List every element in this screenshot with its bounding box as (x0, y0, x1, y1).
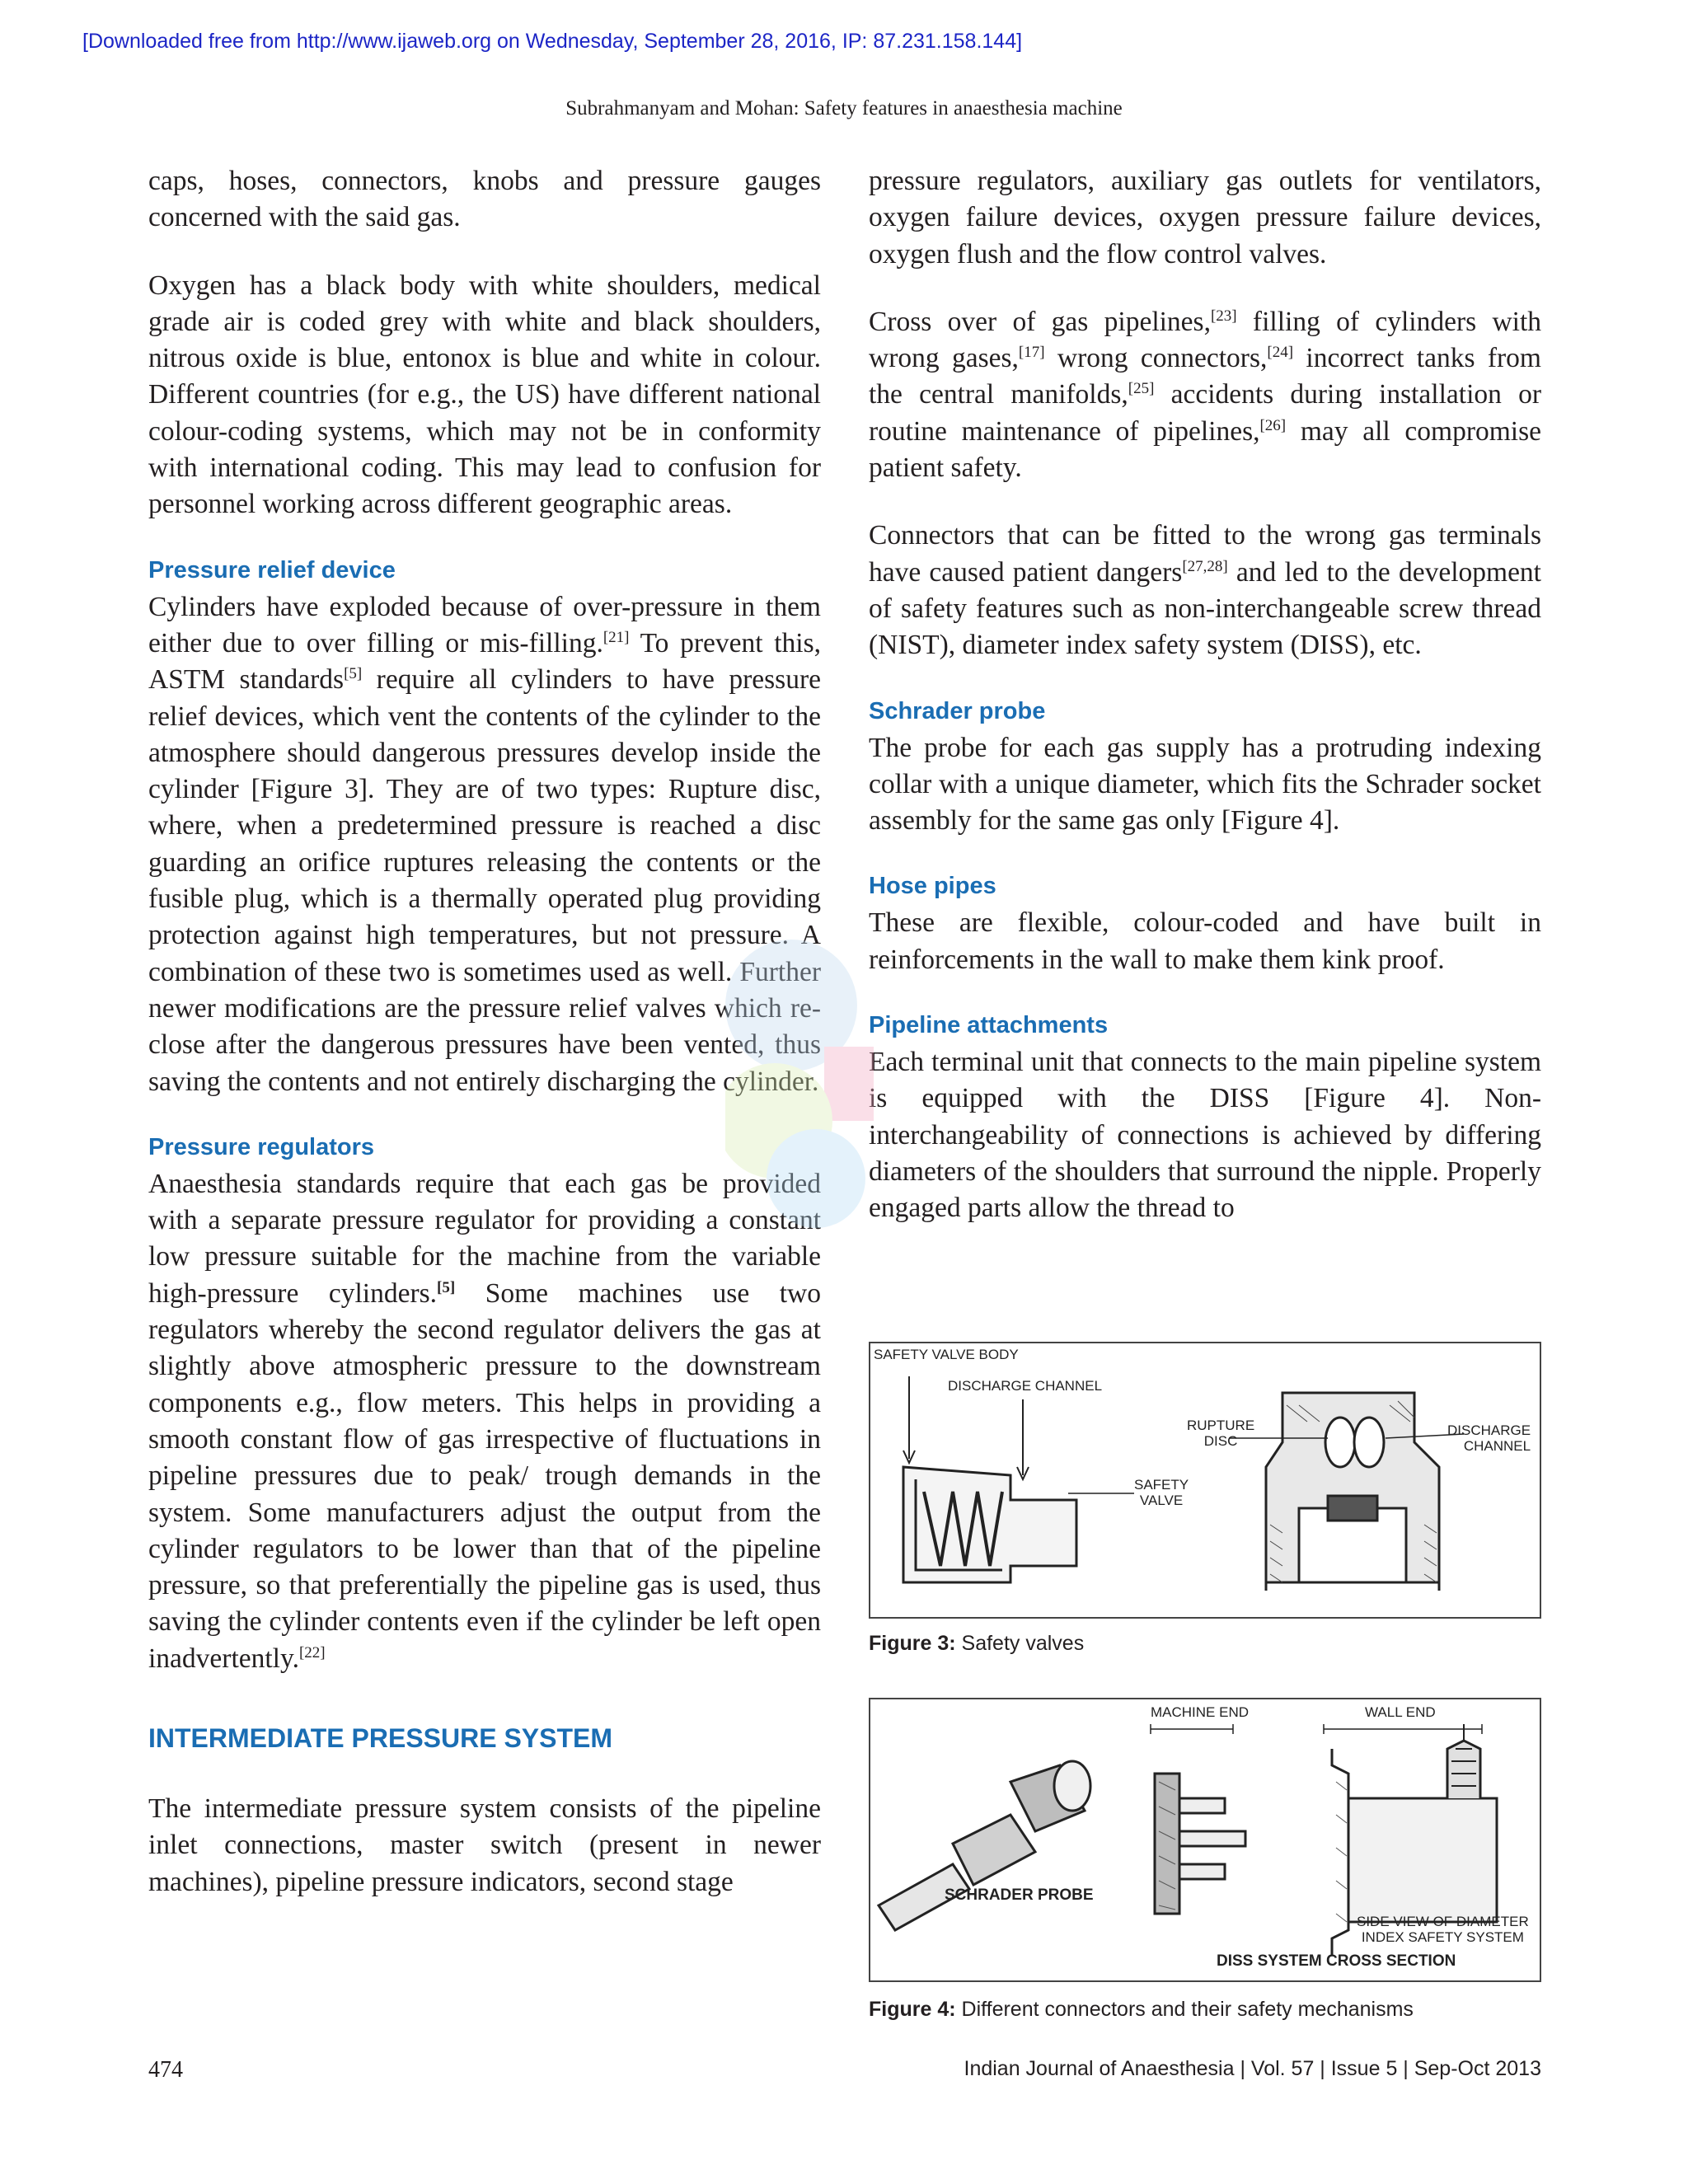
heading-hose-pipes: Hose pipes (869, 873, 996, 900)
label-discharge-channel-left: DISCHARGE CHANNEL (948, 1378, 1103, 1394)
heading-pressure-relief-device: Pressure relief device (148, 556, 396, 583)
label-safety-valve: SAFETY VALVE (1134, 1477, 1189, 1508)
left-paragraph-3: Cylinders have exploded because of over-pressure in them either due to over filling or mis-filling.[21] To prevent this, ASTM standards[5] require all cylinders to have pressure relief devices, which vent the contents of the cylinder to the atmosphere should dangerous pressures develop inside the cylinder [Figure 3]. They are of two types: Rupture disc, where, when a predetermined pressure is reached a disc guarding an orifice ruptures releasing the contents or the fusible plug, which is a thermally operated plug providing protection against high temperatures, but not pressure. A combination of these two is sometimes used as well. Further newer modifications are the pressure relief valves which re-close after the dangerous pressures have been vented, thus saving the contents and not entirely discharging the cylinder. (148, 591, 822, 1097)
figure-4-caption: Figure 4: Different connectors and their safety mechanisms (869, 1998, 1414, 2021)
citation: [21] (603, 628, 630, 646)
right-paragraph-2: Cross over of gas pipelines,[23] filling of cylinders with wrong gases,[17] wrong connectors,[24] incorrect tanks from the central manifolds,[25] accidents during installation or routine maintenance of pipelines,[26] may all compromise patient safety. (869, 306, 1541, 484)
right-column (869, 163, 1541, 1227)
right-paragraph-4: The probe for each gas supply has a protruding indexing collar with a unique diameter, which fits the Schrader socket assembly for the same gas only [Figure 4]. (869, 732, 1541, 837)
left-paragraph-1: caps, hoses, connectors, knobs and pressure gauges concerned with the said gas. (148, 166, 821, 233)
left-paragraph-5: The intermediate pressure system consists of the pipeline inlet connections, master switch (present in newer machines), pipeline pressure indicators, second stage (148, 1793, 821, 1897)
label-schrader-probe: SCHRADER PROBE (945, 1886, 1094, 1904)
citation: [27,28] (1182, 557, 1228, 575)
label-safety-valve-body: SAFETY VALVE BODY (874, 1347, 1019, 1362)
journal-footer: Indian Journal of Anaesthesia | Vol. 57 | Issue 5 | Sep-Oct 2013 (964, 2057, 1541, 2080)
right-paragraph-3: Connectors that can be fitted to the wrong gas terminals have caused patient dangers[27,28] and led to the development of safety features such as non-interchangeable screw thread (NIST), diameter index safety system (DISS), etc. (869, 520, 1541, 661)
download-banner: [Downloaded free from http://www.ijaweb.org on Wednesday, September 28, 2016, IP: 87.231.158.144] (82, 30, 1023, 53)
page-number: 474 (148, 2057, 183, 2083)
label-wall-end: WALL END (1365, 1704, 1436, 1720)
left-paragraph-4: Anaesthesia standards require that each gas be provided with a separate pressure regulator for providing a constant low pressure suitable for the machine from the variable high-pressure cylinders.[5] Some machines use two regulators whereby the second regulator delivers the gas at slightly above atmospheric pressure to the downstream components e.g., flow meters. This helps in providing a smooth constant flow of gas irrespective of fluctuations in pipeline pressures due to peak/ trough demands in the system. Some manufacturers adjust the output from the cylinder regulators to be lower than that of the pipeline pressure, so that preferentially the pipeline gas is used, thus saving the cylinder contents even if the cylinder be left open inadvertently.[22] (148, 1168, 821, 1674)
citation: [5] (437, 1278, 456, 1296)
figure-4-connectors (869, 1698, 1541, 1982)
section-title-intermediate-pressure: INTERMEDIATE PRESSURE SYSTEM (148, 1722, 613, 1753)
heading-schrader-probe: Schrader probe (869, 697, 1046, 724)
label-side-view-diss: SIDE VIEW OF DIAMETER INDEX SAFETY SYSTEM (1357, 1914, 1529, 1945)
right-paragraph-5: These are flexible, colour-coded and have built in reinforcements in the wall to make them kink proof. (869, 907, 1541, 975)
running-head: Subrahmanyam and Mohan: Safety features in anaesthesia machine (565, 97, 1123, 120)
left-paragraph-2: Oxygen has a black body with white shoulders, medical grade air is coded grey with white and black shoulders, nitrous oxide is blue, entonox is blue and white in colour. Different countries (for e.g., the US) have different national colour-coding systems, which may not be in conformity with international coding. This may lead to confusion for personnel working across different geographic areas. (148, 269, 821, 520)
citation: [23] (1210, 307, 1237, 325)
label-diss-cross-section: DISS SYSTEM CROSS SECTION (1217, 1952, 1456, 1970)
heading-pressure-regulators: Pressure regulators (148, 1133, 375, 1160)
citation: [25] (1128, 380, 1155, 398)
label-discharge-channel-right: DISCHARGE CHANNEL (1447, 1422, 1531, 1454)
right-paragraph-6: Each terminal unit that connects to the main pipeline system is equipped with the DISS [Figure 4]. Non-interchangeability of connections is achieved by differing diameters of the shoulders that surround the nipple. Properly engaged parts allow the thread to (869, 1047, 1541, 1224)
citation: [24] (1267, 344, 1294, 362)
label-rupture-disc: RUPTURE DISC (1187, 1418, 1255, 1449)
citation: [26] (1259, 416, 1287, 434)
figure-3-caption: Figure 3: Safety valves (869, 1632, 1085, 1655)
label-machine-end: MACHINE END (1151, 1704, 1250, 1720)
heading-pipeline-attachments: Pipeline attachments (869, 1012, 1109, 1039)
citation: [17] (1018, 344, 1045, 362)
citation: [5] (344, 665, 363, 683)
figure-3-safety-valves (869, 1342, 1541, 1619)
citation: [22] (298, 1643, 326, 1661)
right-paragraph-1: pressure regulators, auxiliary gas outlets for ventilators, oxygen failure devices, oxygen pressure failure devices, oxygen flush and the flow control valves. (869, 166, 1541, 269)
left-column (148, 163, 821, 1900)
